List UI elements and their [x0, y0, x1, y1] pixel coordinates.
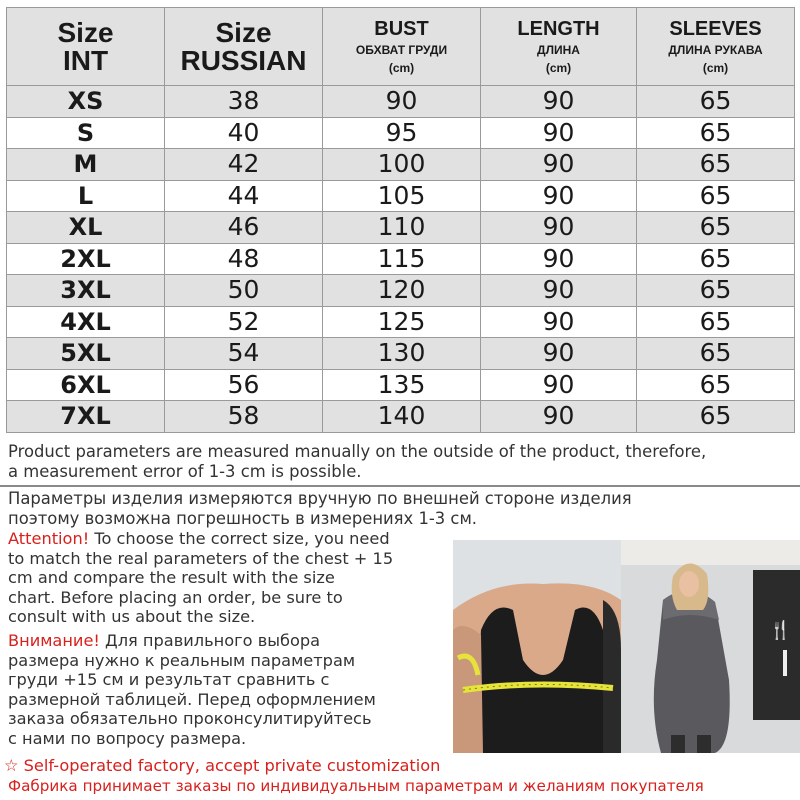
attention-note-ru — [8, 631, 448, 749]
table-row — [7, 212, 795, 244]
table-row — [7, 338, 795, 370]
table-row — [7, 369, 795, 401]
attention-note-en — [8, 529, 448, 627]
size-chart-table — [6, 7, 795, 433]
cell-size-russian: 38 — [165, 86, 323, 118]
attention-line: to match the real parameters of the chest + 15 — [8, 548, 394, 568]
cell-sleeves: 65 — [637, 369, 795, 401]
cell-length: 90 — [481, 306, 637, 338]
cell-size-int: M — [7, 149, 165, 181]
header-bust: BUST ОБХВАТ ГРУДИ (cm) — [323, 8, 481, 86]
cell-size-int: S — [7, 117, 165, 149]
table-header-row — [7, 8, 795, 86]
cell-sleeves: 65 — [637, 149, 795, 181]
cell-sleeves: 65 — [637, 338, 795, 370]
cell-size-int: 2XL — [7, 243, 165, 275]
cell-bust: 125 — [323, 306, 481, 338]
attention-line: размера нужно к реальным параметрам — [8, 650, 356, 670]
attention-label: Attention! — [8, 529, 90, 548]
header-size-int: Size INT — [7, 8, 165, 86]
factory-note-ru: Фабрика принимает заказы по индивидуальным параметрам и желаниям покупателя — [8, 777, 704, 795]
cell-size-russian: 54 — [165, 338, 323, 370]
table-row — [7, 243, 795, 275]
cell-bust: 120 — [323, 275, 481, 307]
cell-size-russian: 46 — [165, 212, 323, 244]
table-row — [7, 86, 795, 118]
cell-size-int: 7XL — [7, 401, 165, 433]
header-sleeves: SLEEVES ДЛИНА РУКАВА (cm) — [637, 8, 795, 86]
cell-length: 90 — [481, 149, 637, 181]
cell-bust: 100 — [323, 149, 481, 181]
restaurant-sign-icon: 🍴 — [769, 620, 792, 641]
measurement-note-en-line1: Product parameters are measured manually on the outside of the product, therefore, — [8, 442, 707, 461]
cell-length: 90 — [481, 117, 637, 149]
cell-sleeves: 65 — [637, 212, 795, 244]
cell-size-russian: 52 — [165, 306, 323, 338]
attention-line: consult with us about the size. — [8, 607, 256, 627]
cell-bust: 135 — [323, 369, 481, 401]
cell-sleeves: 65 — [637, 275, 795, 307]
attention-line: cm and compare the result with the size — [8, 568, 335, 588]
table-row — [7, 275, 795, 307]
cell-bust: 140 — [323, 401, 481, 433]
measurement-note-ru-line2: поэтому возможна погрешность в измерениях 1-3 см. — [8, 509, 478, 528]
measurement-photo-panel — [453, 540, 800, 753]
header-size-russian: Size RUSSIAN — [165, 8, 323, 86]
table-row — [7, 117, 795, 149]
fur-coat-model-photo — [621, 540, 800, 753]
cell-length: 90 — [481, 243, 637, 275]
attention-line: Внимание! Для правильного выбора — [8, 631, 321, 650]
attention-line: размерной таблицей. Перед оформлением — [8, 689, 376, 709]
cell-size-int: XL — [7, 212, 165, 244]
cell-length: 90 — [481, 180, 637, 212]
measurement-note-ru-line1: Параметры изделия измеряются вручную по внешней стороне изделия — [8, 489, 632, 508]
cell-length: 90 — [481, 401, 637, 433]
cell-bust: 115 — [323, 243, 481, 275]
section-divider — [0, 485, 800, 487]
table-row — [7, 149, 795, 181]
cell-length: 90 — [481, 275, 637, 307]
header-length: LENGTH ДЛИНА (cm) — [481, 8, 637, 86]
cell-sleeves: 65 — [637, 401, 795, 433]
cell-sleeves: 65 — [637, 86, 795, 118]
attention-line: Attention! To choose the correct size, you need — [8, 529, 390, 548]
cell-bust: 110 — [323, 212, 481, 244]
attention-line: заказа обязательно проконсулитируйтесь — [8, 709, 372, 729]
cell-size-int: 5XL — [7, 338, 165, 370]
cell-sleeves: 65 — [637, 117, 795, 149]
cell-sleeves: 65 — [637, 180, 795, 212]
cell-length: 90 — [481, 369, 637, 401]
cell-size-russian: 56 — [165, 369, 323, 401]
attention-label-ru: Внимание! — [8, 631, 100, 650]
cell-size-int: 3XL — [7, 275, 165, 307]
attention-line: с нами по вопросу размера. — [8, 728, 247, 748]
cell-size-russian: 48 — [165, 243, 323, 275]
cell-size-int: 4XL — [7, 306, 165, 338]
cell-size-int: L — [7, 180, 165, 212]
cell-length: 90 — [481, 86, 637, 118]
cell-bust: 105 — [323, 180, 481, 212]
table-row — [7, 401, 795, 433]
cell-length: 90 — [481, 338, 637, 370]
cell-sleeves: 65 — [637, 306, 795, 338]
cell-bust: 90 — [323, 86, 481, 118]
cell-bust: 95 — [323, 117, 481, 149]
cell-bust: 130 — [323, 338, 481, 370]
chest-measurement-photo — [453, 540, 621, 753]
cell-size-int: 6XL — [7, 369, 165, 401]
table-row — [7, 180, 795, 212]
cell-sleeves: 65 — [637, 243, 795, 275]
cell-length: 90 — [481, 212, 637, 244]
cell-size-russian: 50 — [165, 275, 323, 307]
photo-illustration — [453, 540, 800, 753]
measurement-note-en-line2: a measurement error of 1-3 cm is possible. — [8, 462, 362, 481]
cell-size-russian: 58 — [165, 401, 323, 433]
factory-note-en: ☆ Self-operated factory, accept private customization — [4, 756, 441, 775]
table-row — [7, 306, 795, 338]
attention-line: груди +15 см и результат сравнить с — [8, 670, 330, 690]
cell-size-int: XS — [7, 86, 165, 118]
cell-size-russian: 44 — [165, 180, 323, 212]
cell-size-russian: 40 — [165, 117, 323, 149]
cell-size-russian: 42 — [165, 149, 323, 181]
attention-line: chart. Before placing an order, be sure to — [8, 587, 343, 607]
